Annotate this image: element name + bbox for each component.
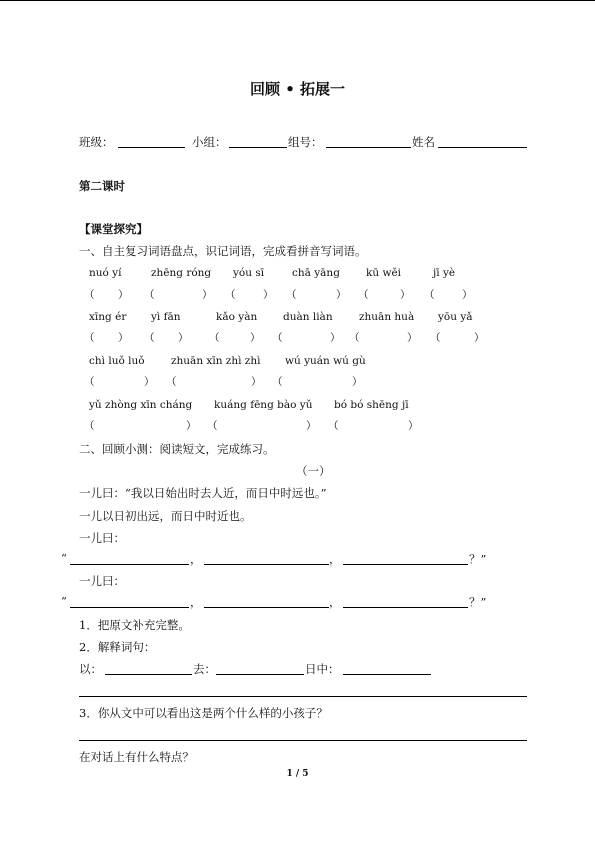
- answer-paren-close: ）: [330, 332, 341, 344]
- answer-blank[interactable]: [343, 674, 431, 675]
- pinyin: xīng ér: [89, 311, 127, 323]
- word-label: 去：: [193, 662, 216, 676]
- pinyin: bó bó shēng jī: [334, 399, 409, 411]
- answer-paren-open: （: [272, 376, 283, 388]
- answer-paren-close: ）: [186, 420, 197, 432]
- answer-paren-open: （: [84, 376, 95, 388]
- class-field[interactable]: [118, 147, 185, 148]
- answer-paren-close: ）: [178, 332, 189, 344]
- answer-paren-close: ）: [251, 376, 262, 388]
- class-label: 班级：: [79, 135, 114, 149]
- answer-blank[interactable]: [204, 607, 329, 608]
- pinyin: nuó yí: [89, 267, 122, 279]
- word-label: 以：: [79, 662, 102, 676]
- answer-paren-close: ）: [474, 332, 485, 344]
- answer-paren-open: （: [272, 332, 283, 344]
- q2-instruction: 二、回顾小测：阅读短文，完成练习。: [79, 442, 275, 456]
- answer-blank[interactable]: [70, 607, 189, 608]
- answer-paren-close: ）: [407, 332, 418, 344]
- answer-paren-open: （: [430, 332, 441, 344]
- answer-paren-open: （: [328, 420, 339, 432]
- answer-paren-open: （: [207, 420, 218, 432]
- task-1: 1．把原文补充完整。: [79, 618, 190, 632]
- answer-paren-close: ）: [118, 289, 129, 301]
- passage-line: 一儿以日初出远，而日中时近也。: [79, 509, 252, 523]
- answer-line[interactable]: [79, 696, 527, 697]
- speaker-label: 一儿曰：: [79, 574, 125, 588]
- group-no-label: 组号：: [288, 135, 323, 149]
- pinyin: duàn liàn: [283, 311, 333, 323]
- quote-mark: “: [61, 551, 67, 565]
- comma: ，: [190, 552, 202, 566]
- answer-paren-close: ）: [144, 376, 155, 388]
- answer-paren-open: （: [144, 289, 155, 301]
- pinyin: zhuān huà: [359, 311, 415, 323]
- pinyin: kū wěi: [366, 267, 402, 279]
- name-field[interactable]: [438, 147, 527, 148]
- word-label: 日中：: [305, 662, 340, 676]
- answer-paren-open: （: [84, 420, 95, 432]
- answer-paren-close: ）: [263, 289, 274, 301]
- comma: ，: [329, 552, 341, 566]
- answer-paren-open: （: [349, 332, 360, 344]
- comma: ，: [329, 595, 341, 609]
- pinyin: zhēng róng: [151, 267, 212, 279]
- pinyin: kǎo yàn: [216, 311, 258, 323]
- top-border: [0, 0, 595, 1]
- pinyin: yǔ zhòng xīn cháng: [89, 399, 193, 411]
- name-label: 姓名: [412, 135, 435, 149]
- answer-blank[interactable]: [204, 564, 329, 565]
- pinyin: chì luǒ luǒ: [89, 355, 145, 367]
- answer-paren-close: ）: [400, 289, 411, 301]
- answer-paren-open: （: [84, 332, 95, 344]
- answer-paren-close: ）: [250, 332, 261, 344]
- question-end: ？”: [469, 595, 487, 609]
- answer-paren-close: ）: [336, 289, 347, 301]
- pinyin: yì fān: [151, 311, 181, 323]
- answer-paren-open: （: [424, 289, 435, 301]
- answer-paren-open: （: [166, 376, 177, 388]
- answer-blank[interactable]: [343, 607, 468, 608]
- comma: ，: [190, 595, 202, 609]
- pinyin: yōu yǎ: [438, 311, 473, 323]
- part-label: （一）: [296, 464, 331, 478]
- answer-paren-close: ）: [408, 420, 419, 432]
- task-2: 2．解释词句：: [79, 640, 156, 654]
- passage-line: 一儿曰：“我以日始出时去人近，而日中时远也。”: [79, 486, 327, 500]
- group-no-field[interactable]: [326, 147, 411, 148]
- pinyin: jī yè: [433, 267, 456, 279]
- page-title: 回顾 • 拓展一: [249, 80, 346, 98]
- answer-blank[interactable]: [70, 564, 189, 565]
- answer-paren-open: （: [225, 289, 236, 301]
- lesson-heading: 第二课时: [79, 179, 125, 193]
- answer-paren-open: （: [144, 332, 155, 344]
- task-3-sub: 在对话上有什么特点？: [79, 750, 194, 764]
- pinyin: chā yāng: [292, 267, 340, 279]
- section-heading: 【课堂探究】: [79, 222, 148, 236]
- speaker-label: 一儿曰：: [79, 531, 125, 545]
- pinyin: yóu sī: [233, 267, 265, 279]
- page-number: 1 / 5: [286, 769, 309, 779]
- answer-paren-open: （: [84, 289, 95, 301]
- group-field[interactable]: [229, 147, 287, 148]
- question-end: ？”: [469, 552, 487, 566]
- answer-blank[interactable]: [216, 674, 304, 675]
- pinyin: kuáng fēng bào yǔ: [214, 399, 313, 411]
- answer-paren-close: ）: [202, 289, 213, 301]
- answer-paren-open: （: [209, 332, 220, 344]
- q1-instruction: 一、自主复习词语盘点，识记词语，完成看拼音写词语。: [79, 244, 367, 258]
- pinyin: zhuān xīn zhì zhì: [171, 355, 261, 367]
- answer-paren-close: ）: [462, 289, 473, 301]
- quote-mark: “: [61, 594, 67, 608]
- answer-blank[interactable]: [105, 674, 192, 675]
- group-label: 小组：: [192, 135, 227, 149]
- answer-paren-close: ）: [118, 332, 129, 344]
- answer-paren-open: （: [286, 289, 297, 301]
- answer-blank[interactable]: [343, 564, 468, 565]
- answer-paren-close: ）: [306, 420, 317, 432]
- answer-paren-close: ）: [352, 376, 363, 388]
- answer-paren-open: （: [358, 289, 369, 301]
- answer-line[interactable]: [79, 740, 527, 741]
- pinyin: wú yuán wú gù: [285, 355, 366, 367]
- task-3: 3．你从文中可以看出这是两个什么样的小孩子？: [79, 706, 328, 720]
